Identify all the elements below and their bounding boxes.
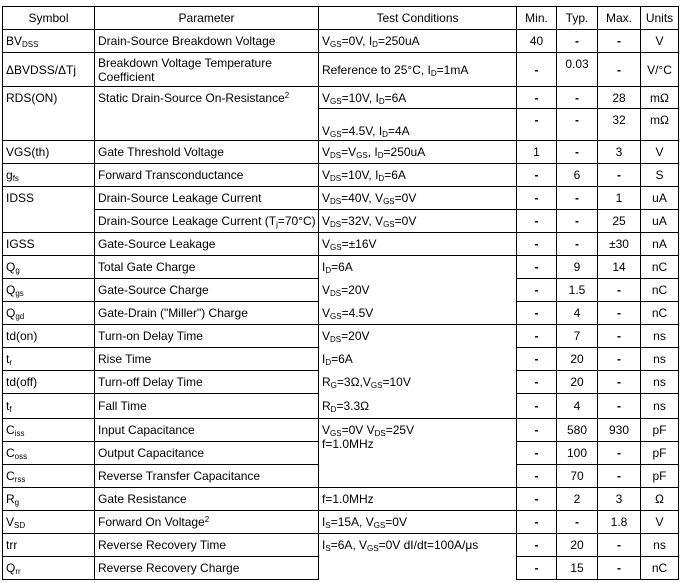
- symbol-cell: $V_{SD}$: [3, 511, 95, 534]
- parameter-cell: Rise Time: [95, 348, 319, 371]
- symbol-cell: VGS(th): [3, 141, 95, 164]
- symbol-cell: [3, 210, 95, 233]
- conditions-cell: $V_{GS}=0V$ $V_{DS}=25V$ f=1.0MHz: [319, 419, 517, 488]
- typ-cell: 20: [557, 371, 598, 394]
- max-cell: 1: [598, 187, 641, 210]
- min-cell: -: [517, 488, 557, 511]
- min-cell: -: [517, 325, 557, 348]
- header-max: Max.: [598, 7, 641, 30]
- symbol-cell: ΔBVDSS/ΔTj: [3, 53, 95, 87]
- typ-cell: 20: [557, 348, 598, 371]
- min-cell: -: [517, 233, 557, 256]
- typ-cell: 4: [557, 302, 598, 325]
- min-cell: -: [517, 371, 557, 394]
- max-cell: 1.8: [598, 511, 641, 534]
- parameter-cell: Turn-off Delay Time: [95, 371, 319, 394]
- symbol-cell: $g_{fs}$: [3, 164, 95, 187]
- symbol-cell: $R_g$: [3, 488, 95, 511]
- unit-cell: V/°C: [641, 53, 679, 87]
- header-parameter: Parameter: [95, 7, 319, 30]
- unit-cell: pF: [641, 442, 679, 465]
- unit-cell: pF: [641, 419, 679, 442]
- symbol-cell: $Q_{gs}$: [3, 279, 95, 302]
- conditions-cell: $I_S=15A$, $V_{GS}=0V$: [319, 511, 517, 534]
- parameter-cell: Gate-Drain ("Miller") Charge: [95, 302, 319, 325]
- min-cell: -: [517, 442, 557, 465]
- unit-cell: mΩ: [641, 87, 679, 109]
- table-row: [3, 256, 679, 279]
- table-row: [3, 187, 679, 210]
- max-cell: 25: [598, 210, 641, 233]
- typ-cell: 100: [557, 442, 598, 465]
- conditions-cell: $V_{DS}=20V$: [319, 279, 517, 302]
- parameter-cell: Reverse Recovery Charge: [95, 557, 319, 580]
- conditions-cell: $R_D=3.3\Omega$: [319, 394, 517, 419]
- max-cell: 14: [598, 256, 641, 279]
- symbol-cell: [3, 109, 95, 141]
- conditions-cell: $I_D=6A$: [319, 256, 517, 279]
- symbol-cell: $Q_{rr}$: [3, 557, 95, 580]
- typ-cell: 0.03: [557, 53, 598, 87]
- max-cell: -: [598, 465, 641, 488]
- electrical-characteristics-table: [2, 6, 679, 580]
- unit-cell: ns: [641, 371, 679, 394]
- parameter-cell: Turn-on Delay Time: [95, 325, 319, 348]
- max-cell: -: [598, 302, 641, 325]
- max-cell: 28: [598, 87, 641, 109]
- symbol-cell: $C_{rss}$: [3, 465, 95, 488]
- symbol-cell: td(off): [3, 371, 95, 394]
- min-cell: -: [517, 557, 557, 580]
- table-row: [3, 419, 679, 442]
- parameter-cell: Drain-Source Leakage Current $(T_j=70^\circ C)$: [95, 210, 319, 233]
- conditions-cell: $I_D=6A$: [319, 348, 517, 371]
- unit-cell: nC: [641, 557, 679, 580]
- typ-cell: -: [557, 30, 598, 53]
- min-cell: -: [517, 87, 557, 109]
- typ-cell: 1.5: [557, 279, 598, 302]
- symbol-cell: td(on): [3, 325, 95, 348]
- table-row: [3, 534, 679, 557]
- header-typ: Typ.: [557, 7, 598, 30]
- max-cell: -: [598, 394, 641, 419]
- table-row: [3, 348, 679, 371]
- max-cell: -: [598, 279, 641, 302]
- parameter-cell: Breakdown Voltage Temperature Coefficient: [95, 53, 319, 87]
- table-row: [3, 371, 679, 394]
- parameter-cell: [95, 109, 319, 141]
- table-row: [3, 141, 679, 164]
- max-cell: -: [598, 325, 641, 348]
- parameter-cell: Drain-Source Breakdown Voltage: [95, 30, 319, 53]
- unit-cell: ns: [641, 394, 679, 419]
- min-cell: -: [517, 302, 557, 325]
- table-row: [3, 109, 679, 141]
- max-cell: -: [598, 53, 641, 87]
- unit-cell: V: [641, 511, 679, 534]
- conditions-cell: $V_{DS}=10V$, $I_D=6A$: [319, 164, 517, 187]
- typ-cell: -: [557, 511, 598, 534]
- unit-cell: nA: [641, 233, 679, 256]
- parameter-cell: Static Drain-Source On-Resistance$^2$: [95, 87, 319, 109]
- parameter-cell: Reverse Recovery Time: [95, 534, 319, 557]
- unit-cell: Ω: [641, 488, 679, 511]
- parameter-cell: Input Capacitance: [95, 419, 319, 442]
- parameter-cell: Total Gate Charge: [95, 256, 319, 279]
- typ-cell: -: [557, 187, 598, 210]
- unit-cell: ns: [641, 534, 679, 557]
- typ-cell: -: [557, 87, 598, 109]
- max-cell: -: [598, 557, 641, 580]
- conditions-cell: Reference to 25°C, $I_D=1mA$: [319, 53, 517, 87]
- max-cell: 930: [598, 419, 641, 442]
- symbol-cell: $Q_{gd}$: [3, 302, 95, 325]
- min-cell: -: [517, 210, 557, 233]
- parameter-cell: Reverse Transfer Capacitance: [95, 465, 319, 488]
- symbol-cell: $t_r$: [3, 348, 95, 371]
- max-cell: -: [598, 371, 641, 394]
- parameter-cell: Gate Resistance: [95, 488, 319, 511]
- table-row: [3, 302, 679, 325]
- parameter-cell: Drain-Source Leakage Current: [95, 187, 319, 210]
- conditions-cell: $V_{DS}=40V$, $V_{GS}=0V$: [319, 187, 517, 210]
- table-row: [3, 30, 679, 53]
- symbol-cell: RDS(ON): [3, 87, 95, 109]
- parameter-cell: Forward On Voltage$^2$: [95, 511, 319, 534]
- min-cell: -: [517, 53, 557, 87]
- header-row: [3, 7, 679, 30]
- min-cell: -: [517, 419, 557, 442]
- conditions-cell: $I_S=6A$, $V_{GS}=0V$ dI/dt=100A/μs: [319, 534, 517, 580]
- min-cell: -: [517, 256, 557, 279]
- table-row: [3, 511, 679, 534]
- symbol-cell: $C_{iss}$: [3, 419, 95, 442]
- unit-cell: S: [641, 164, 679, 187]
- table-row: [3, 488, 679, 511]
- table-row: [3, 233, 679, 256]
- max-cell: 3: [598, 141, 641, 164]
- header-test-conditions: Test Conditions: [319, 7, 517, 30]
- conditions-cell: $V_{GS}=4.5V$, $I_D=4A$: [319, 109, 517, 141]
- table-row: [3, 394, 679, 419]
- max-cell: 3: [598, 488, 641, 511]
- typ-cell: 6: [557, 164, 598, 187]
- conditions-cell: $V_{DS}=20V$: [319, 325, 517, 348]
- max-cell: -: [598, 534, 641, 557]
- unit-cell: V: [641, 141, 679, 164]
- parameter-cell: Output Capacitance: [95, 442, 319, 465]
- parameter-cell: Gate Threshold Voltage: [95, 141, 319, 164]
- unit-cell: ns: [641, 348, 679, 371]
- unit-cell: uA: [641, 210, 679, 233]
- conditions-cell: $V_{GS}=\pm 16V$: [319, 233, 517, 256]
- parameter-cell: Gate-Source Charge: [95, 279, 319, 302]
- typ-cell: -: [557, 233, 598, 256]
- table-row: [3, 87, 679, 109]
- max-cell: -: [598, 164, 641, 187]
- table-row: [3, 53, 679, 87]
- conditions-cell: $V_{GS}=0V$, $I_D=250uA$: [319, 30, 517, 53]
- typ-cell: -: [557, 109, 598, 141]
- symbol-cell: $Q_g$: [3, 256, 95, 279]
- typ-cell: 9: [557, 256, 598, 279]
- table-row: [3, 164, 679, 187]
- typ-cell: 15: [557, 557, 598, 580]
- unit-cell: mΩ: [641, 109, 679, 141]
- unit-cell: ns: [641, 325, 679, 348]
- typ-cell: -: [557, 141, 598, 164]
- table-row: [3, 210, 679, 233]
- unit-cell: V: [641, 30, 679, 53]
- symbol-cell: $BV_{DSS}$: [3, 30, 95, 53]
- parameter-cell: Gate-Source Leakage: [95, 233, 319, 256]
- symbol-cell: $C_{oss}$: [3, 442, 95, 465]
- conditions-cell: $R_G=3\Omega,V_{GS}=10V$: [319, 371, 517, 394]
- symbol-cell: trr: [3, 534, 95, 557]
- typ-cell: -: [557, 210, 598, 233]
- symbol-cell: IGSS: [3, 233, 95, 256]
- typ-cell: 4: [557, 394, 598, 419]
- parameter-cell: Fall Time: [95, 394, 319, 419]
- min-cell: -: [517, 164, 557, 187]
- unit-cell: nC: [641, 302, 679, 325]
- typ-cell: 70: [557, 465, 598, 488]
- min-cell: 1: [517, 141, 557, 164]
- min-cell: -: [517, 348, 557, 371]
- unit-cell: uA: [641, 187, 679, 210]
- max-cell: -: [598, 442, 641, 465]
- header-min: Min.: [517, 7, 557, 30]
- max-cell: -: [598, 348, 641, 371]
- min-cell: -: [517, 187, 557, 210]
- typ-cell: 2: [557, 488, 598, 511]
- max-cell: 32: [598, 109, 641, 141]
- parameter-cell: Forward Transconductance: [95, 164, 319, 187]
- symbol-cell: IDSS: [3, 187, 95, 210]
- typ-cell: 580: [557, 419, 598, 442]
- typ-cell: 7: [557, 325, 598, 348]
- min-cell: -: [517, 394, 557, 419]
- conditions-cell: $V_{GS}=10V$, $I_D=6A$: [319, 87, 517, 109]
- typ-cell: 20: [557, 534, 598, 557]
- header-symbol: Symbol: [3, 7, 95, 30]
- unit-cell: pF: [641, 465, 679, 488]
- unit-cell: nC: [641, 256, 679, 279]
- max-cell: ±30: [598, 233, 641, 256]
- table-row: [3, 279, 679, 302]
- min-cell: -: [517, 465, 557, 488]
- conditions-cell: $V_{DS}=32V$, $V_{GS}=0V$: [319, 210, 517, 233]
- conditions-cell: $V_{DS}=V_{GS}$, $I_D=250uA$: [319, 141, 517, 164]
- conditions-cell: $V_{GS}=4.5V$: [319, 302, 517, 325]
- min-cell: -: [517, 534, 557, 557]
- conditions-cell: f=1.0MHz: [319, 488, 517, 511]
- max-cell: -: [598, 30, 641, 53]
- min-cell: -: [517, 279, 557, 302]
- min-cell: 40: [517, 30, 557, 53]
- table-row: [3, 325, 679, 348]
- symbol-cell: $t_f$: [3, 394, 95, 419]
- min-cell: -: [517, 109, 557, 141]
- unit-cell: nC: [641, 279, 679, 302]
- min-cell: -: [517, 511, 557, 534]
- header-units: Units: [641, 7, 679, 30]
